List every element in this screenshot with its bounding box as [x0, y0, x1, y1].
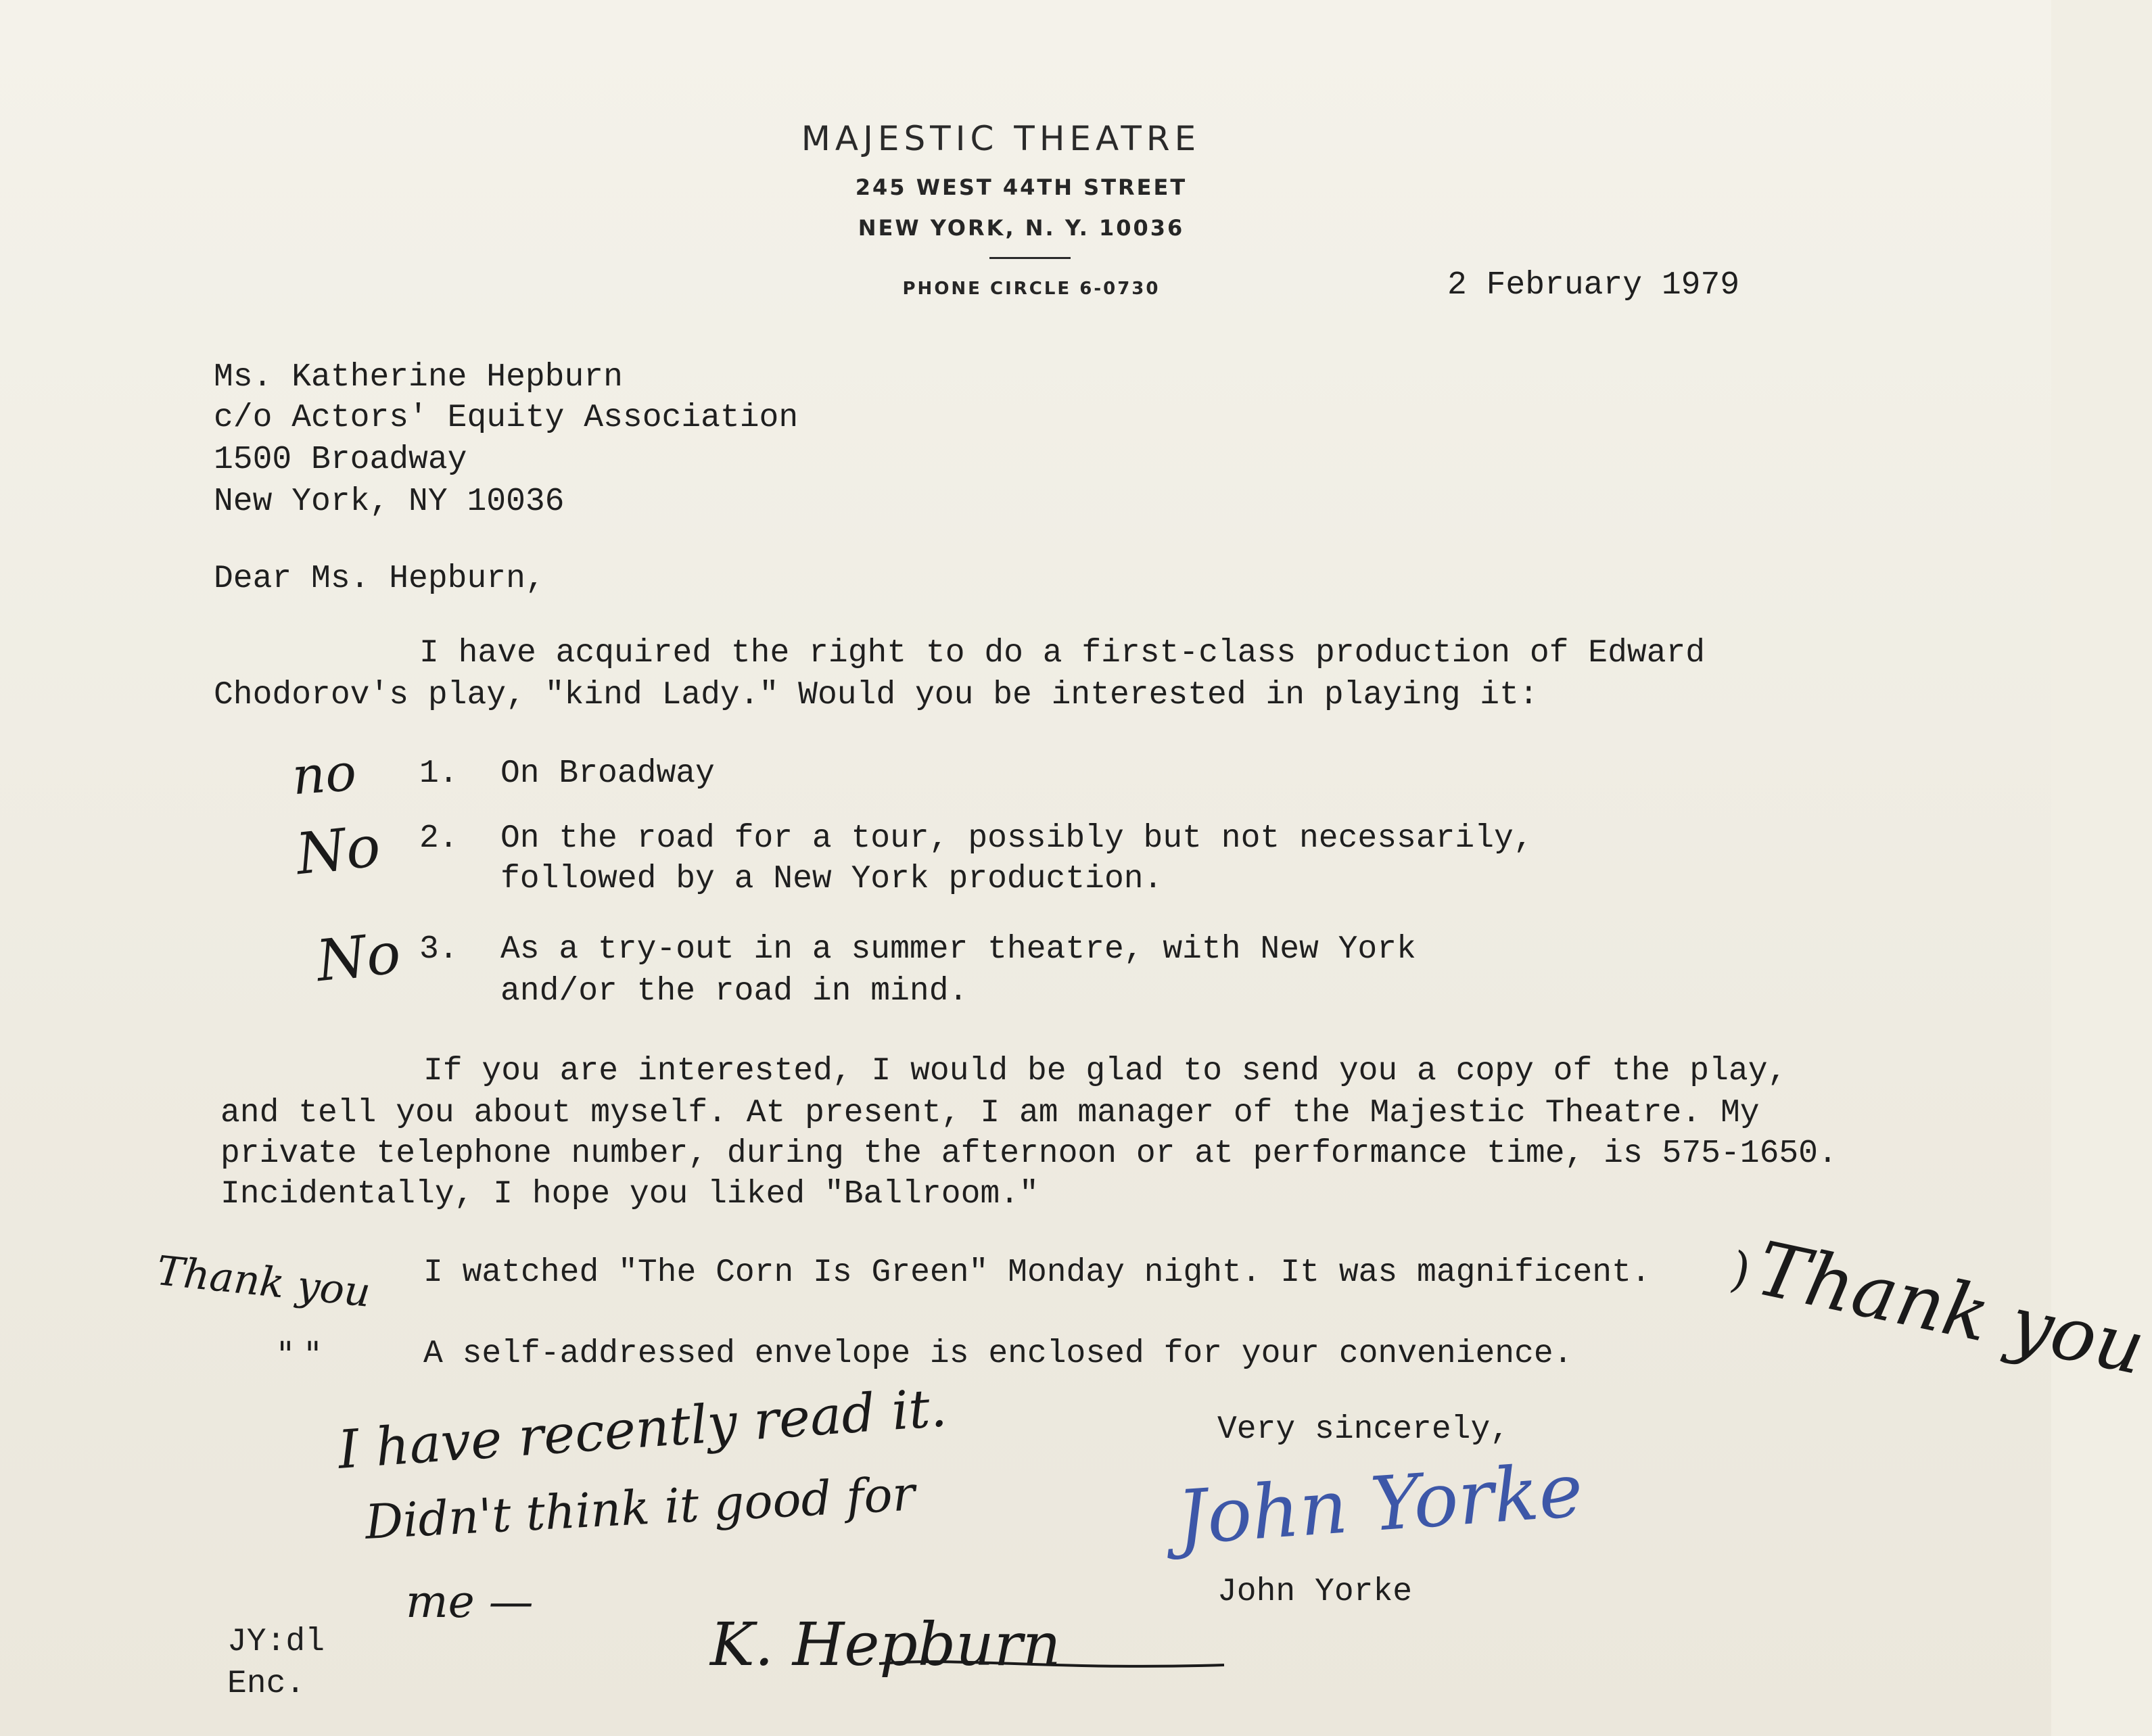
handwritten-reply-line-1: I have recently read it. [335, 1378, 949, 1481]
paragraph-1-line-2: Chodorov's play, "kind Lady." Would you be interested in playing it: [214, 677, 1539, 713]
letterhead-phone: PHONE CIRCLE 6-0730 [902, 279, 1161, 299]
handwritten-answer-1: no [290, 741, 358, 807]
handwritten-answer-3: No [313, 919, 404, 995]
handwritten-bracket-mark: ) [1731, 1242, 1750, 1297]
handwritten-signature: John Yorke [1174, 1447, 1586, 1562]
paragraph-4: A self-addressed envelope is enclosed for your convenience. [423, 1336, 1573, 1372]
option-2-number: 2. [419, 820, 459, 857]
handwritten-thank-you-right: Thank you [1749, 1225, 2152, 1392]
recipient-name: Ms. Katherine Hepburn [214, 359, 623, 396]
option-3-number: 3. [419, 931, 459, 968]
option-1-text: On Broadway [500, 755, 715, 792]
handwritten-reply-line-3: me — [406, 1576, 534, 1628]
paragraph-2-line-1: If you are interested, I would be glad to send you a copy of the play, [423, 1053, 1787, 1089]
letterhead-street: 245 WEST 44TH STREET [855, 174, 1188, 200]
reference-initials: JY:dl [227, 1624, 325, 1660]
paragraph-3: I watched "The Corn Is Green" Monday night. It was magnificent. [423, 1254, 1651, 1291]
signer-typed-name: John Yorke [1217, 1574, 1413, 1610]
option-2-text-line-2: followed by a New York production. [500, 861, 1163, 897]
handwritten-ditto-marks: " " [277, 1335, 321, 1376]
letter-date: 2 February 1979 [1447, 267, 1740, 304]
paragraph-2-line-2: and tell you about myself. At present, I am manager of the Majestic Theatre. My [220, 1095, 1760, 1131]
letterhead-city: NEW YORK, N. Y. 10036 [858, 215, 1185, 241]
handwritten-answer-2: No [293, 812, 383, 888]
letterhead-rule [989, 257, 1071, 259]
salutation: Dear Ms. Hepburn, [214, 561, 545, 597]
paragraph-2-line-3: private telephone number, during the afternoon or at performance time, is 575-1650. [220, 1135, 1838, 1172]
option-2-text-line-1: On the road for a tour, possibly but not necessarily, [500, 820, 1533, 857]
handwritten-reply-line-2: Didn't think it good for [363, 1465, 916, 1550]
recipient-street: 1500 Broadway [214, 442, 467, 478]
option-3-text-line-1: As a try-out in a summer theatre, with New York [500, 931, 1416, 968]
recipient-care-of: c/o Actors' Equity Association [214, 400, 799, 436]
closing: Very sincerely, [1217, 1411, 1510, 1448]
enclosure-note: Enc. [227, 1666, 306, 1702]
paragraph-1-line-1: I have acquired the right to do a first-class production of Edward [419, 635, 1706, 672]
handwritten-thank-you-left: Thank you [154, 1247, 373, 1317]
option-3-text-line-2: and/or the road in mind. [500, 973, 968, 1010]
handwritten-reply-signature: K. Hepburn [710, 1610, 1061, 1679]
option-1-number: 1. [419, 755, 459, 792]
recipient-city: New York, NY 10036 [214, 484, 565, 520]
letterhead-name: MAJESTIC THEATRE [801, 119, 1201, 158]
paragraph-2-line-4: Incidentally, I hope you liked "Ballroom." [220, 1176, 1039, 1213]
reply-signature-flourish [879, 1650, 1231, 1677]
